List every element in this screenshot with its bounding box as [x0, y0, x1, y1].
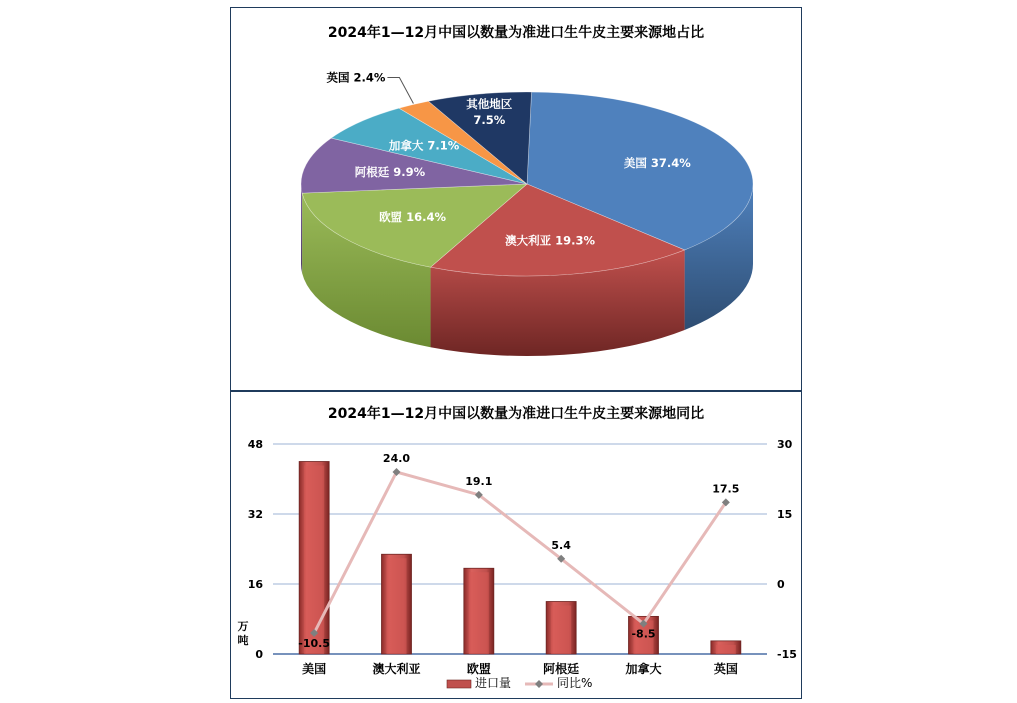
pie-label-阿根廷: 阿根廷 9.9%	[354, 165, 426, 180]
y-tick-label: 48	[247, 438, 263, 451]
legend-label-line: 同比%	[557, 676, 593, 690]
bar-line-chart	[231, 392, 803, 700]
pie-label-美国: 美国 37.4%	[623, 156, 691, 171]
bar-highlight	[304, 466, 324, 655]
y2-tick-label: 0	[777, 578, 785, 591]
line-data-label: 5.4	[551, 538, 571, 552]
bar-highlight	[387, 558, 407, 654]
y-axis-label-char: 吨	[237, 634, 249, 647]
y-tick-label: 0	[255, 648, 263, 661]
x-tick-label: 澳大利亚	[372, 662, 421, 676]
pie-leader-line	[387, 77, 413, 103]
bar-highlight	[469, 572, 489, 654]
bar-highlight	[551, 606, 571, 655]
pie-label-value-其他地区: 7.5%	[473, 112, 506, 127]
pie-label-欧盟: 欧盟 16.4%	[379, 209, 446, 224]
pie-chart-panel	[230, 7, 802, 391]
line-series	[314, 472, 726, 633]
bar-chart-panel	[230, 391, 802, 699]
x-tick-label: 美国	[302, 662, 327, 676]
pie-chart-title: 2024年1—12月中国以数量为准进口生牛皮主要来源地占比	[327, 25, 705, 41]
x-tick-label: 阿根廷	[543, 662, 580, 676]
legend-label-bar: 进口量	[475, 676, 512, 690]
bar-chart-title: 2024年1—12月中国以数量为准进口生牛皮主要来源地同比	[327, 406, 705, 422]
y-axis-label-char: 万	[237, 620, 249, 633]
y2-tick-label: -15	[777, 648, 797, 661]
x-tick-label: 加拿大	[625, 662, 662, 676]
line-data-label: 19.1	[465, 474, 493, 488]
pie-label-加拿大: 加拿大 7.1%	[388, 138, 460, 153]
line-data-label: -8.5	[631, 627, 656, 641]
line-data-label: -10.5	[298, 637, 331, 650]
line-data-label: 17.5	[712, 482, 740, 496]
legend-swatch-bar	[447, 680, 471, 688]
x-tick-label: 英国	[713, 662, 738, 676]
bar-highlight	[716, 645, 736, 654]
pie-side-阿根廷	[301, 184, 302, 273]
y2-tick-label: 30	[777, 438, 793, 451]
y-tick-label: 16	[247, 578, 263, 591]
pie-chart	[231, 8, 803, 392]
pie-label-英国: 英国 2.4%	[326, 70, 386, 85]
line-data-label: 24.0	[382, 452, 411, 465]
y2-tick-label: 15	[777, 508, 793, 521]
x-tick-label: 欧盟	[466, 662, 491, 676]
pie-label-其他地区: 其他地区	[466, 96, 513, 111]
y-tick-label: 32	[247, 508, 263, 521]
legend-swatch-marker	[535, 680, 543, 688]
pie-label-澳大利亚: 澳大利亚 19.3%	[505, 233, 596, 248]
